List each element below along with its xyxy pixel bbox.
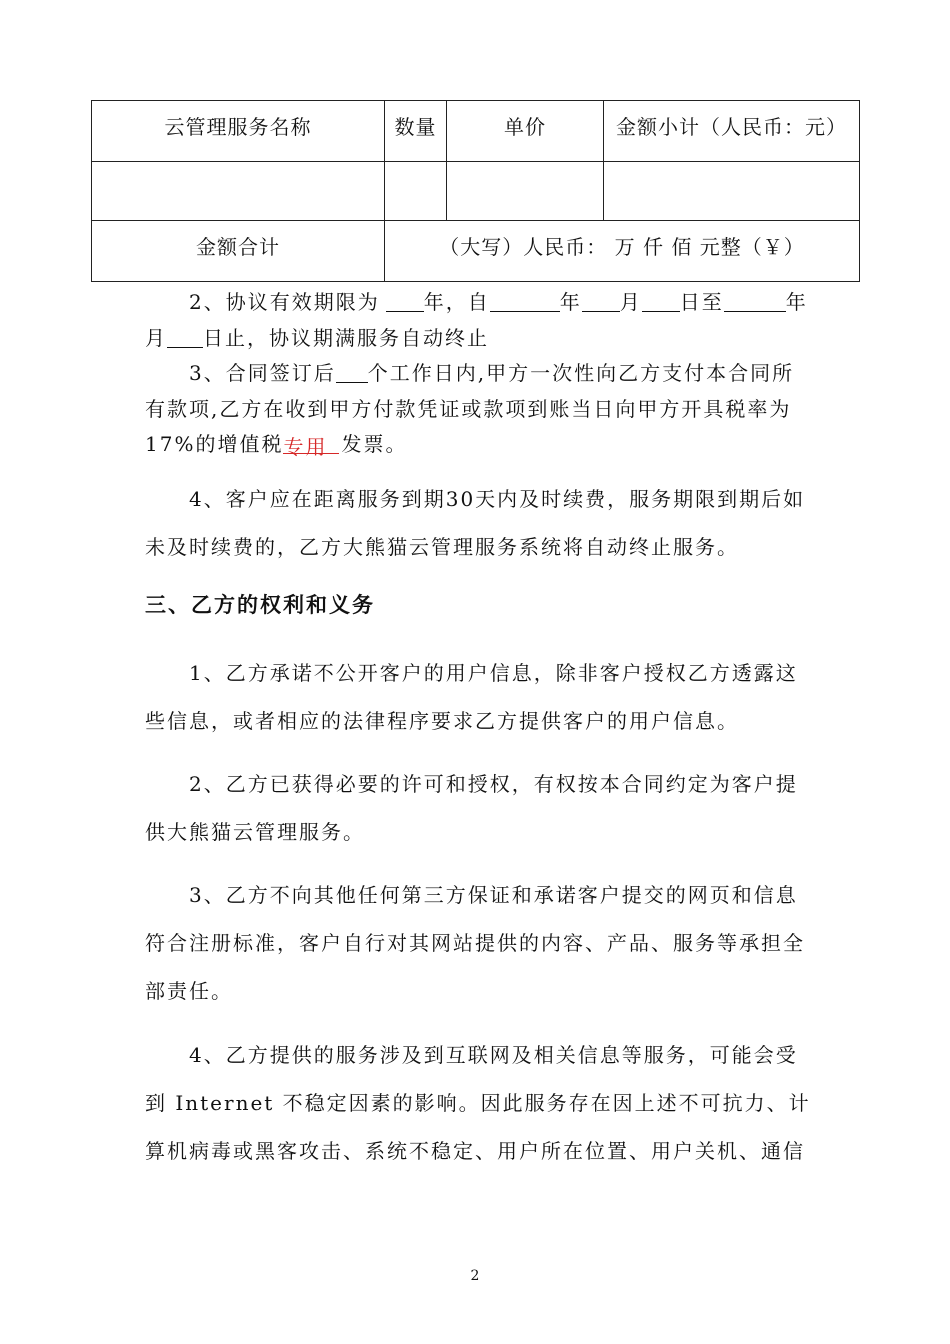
clause-2-line-2 [145, 322, 815, 351]
page-number: 2 [470, 1268, 480, 1284]
header-subtotal: 金额小计（人民币：元） [604, 101, 860, 162]
clause-text: 发票。 [341, 432, 408, 456]
invoice-type-text: 专用 [283, 435, 328, 459]
item-2-line-1: 2、乙方已获得必要的许可和授权，有权按本合同约定为客户提 [189, 772, 798, 796]
header-service-name: 云管理服务名称 [92, 101, 385, 162]
price-table [91, 100, 860, 282]
clause-4-line-2: 未及时续费的，乙方大熊猫云管理服务系统将自动终止服务。 [145, 535, 739, 559]
table-cell [385, 162, 447, 221]
clause-4-line-1: 4、客户应在距离服务到期30天内及时续费，服务期限到期后如 [189, 487, 806, 511]
table-cell [92, 162, 385, 221]
clause-text: 年 [785, 290, 808, 314]
invoice-type-field [283, 431, 339, 459]
table-row [92, 162, 860, 221]
table-header-row [92, 101, 860, 162]
item-3-line-2: 符合注册标准，客户自行对其网站提供的内容、产品、服务等承担全 [145, 931, 805, 955]
header-unit-price: 单价 [447, 101, 604, 162]
total-row [92, 221, 860, 282]
clause-text: 年，自 [423, 290, 490, 314]
table-cell [604, 162, 860, 221]
clause-text: 日止，协议期满服务自动终止 [203, 326, 489, 350]
clause-text: 月 [619, 290, 642, 314]
item-4-line-1: 4、乙方提供的服务涉及到互联网及相关信息等服务，可能会受 [189, 1043, 798, 1067]
clause-3-line-1 [145, 357, 815, 386]
clause-text: 2、协议有效期限为 [189, 290, 380, 314]
table-cell [447, 162, 604, 221]
item-3-line-3: 部责任。 [145, 979, 233, 1003]
clause-text: 日至 [679, 290, 724, 314]
item-1-line-2: 些信息，或者相应的法律程序要求乙方提供客户的用户信息。 [145, 709, 739, 733]
header-quantity: 数量 [385, 101, 447, 162]
clause-2-line-1 [145, 286, 815, 315]
fill-blank [386, 289, 424, 312]
item-4-line-3: 算机病毒或黑客攻击、系统不稳定、用户所在位置、用户关机、通信 [145, 1139, 805, 1163]
clause-text: 个工作日内,甲方一次性向乙方支付本合同所 [367, 361, 795, 385]
fill-blank [582, 289, 620, 312]
clause-text: 3、合同签订后 [189, 361, 336, 385]
item-3-line-1: 3、乙方不向其他任何第三方保证和承诺客户提交的网页和信息 [189, 883, 798, 907]
item-1-line-1: 1、乙方承诺不公开客户的用户信息，除非客户授权乙方透露这 [189, 661, 798, 685]
clause-3-line-2: 有款项,乙方在收到甲方付款凭证或款项到账当日向甲方开具税率为 [145, 397, 792, 421]
total-value: （大写）人民币： 万 仟 佰 元整（￥） [385, 221, 860, 282]
item-2-line-2: 供大熊猫云管理服务。 [145, 820, 365, 844]
fill-blank [642, 289, 680, 312]
clause-text: 月 [145, 326, 167, 350]
clause-text: 年 [559, 290, 582, 314]
fill-blank [724, 289, 786, 312]
clause-3-line-3 [145, 428, 815, 457]
section-heading: 三、乙方的权利和义务 [145, 593, 375, 617]
total-label: 金额合计 [92, 221, 385, 282]
item-4-line-2: 到 Internet 不稳定因素的影响。因此服务存在因上述不可抗力、计 [145, 1091, 811, 1115]
clause-text: 17%的增值税 [145, 432, 284, 456]
fill-blank [490, 289, 560, 312]
fill-blank [167, 325, 203, 348]
fill-blank [336, 360, 368, 383]
